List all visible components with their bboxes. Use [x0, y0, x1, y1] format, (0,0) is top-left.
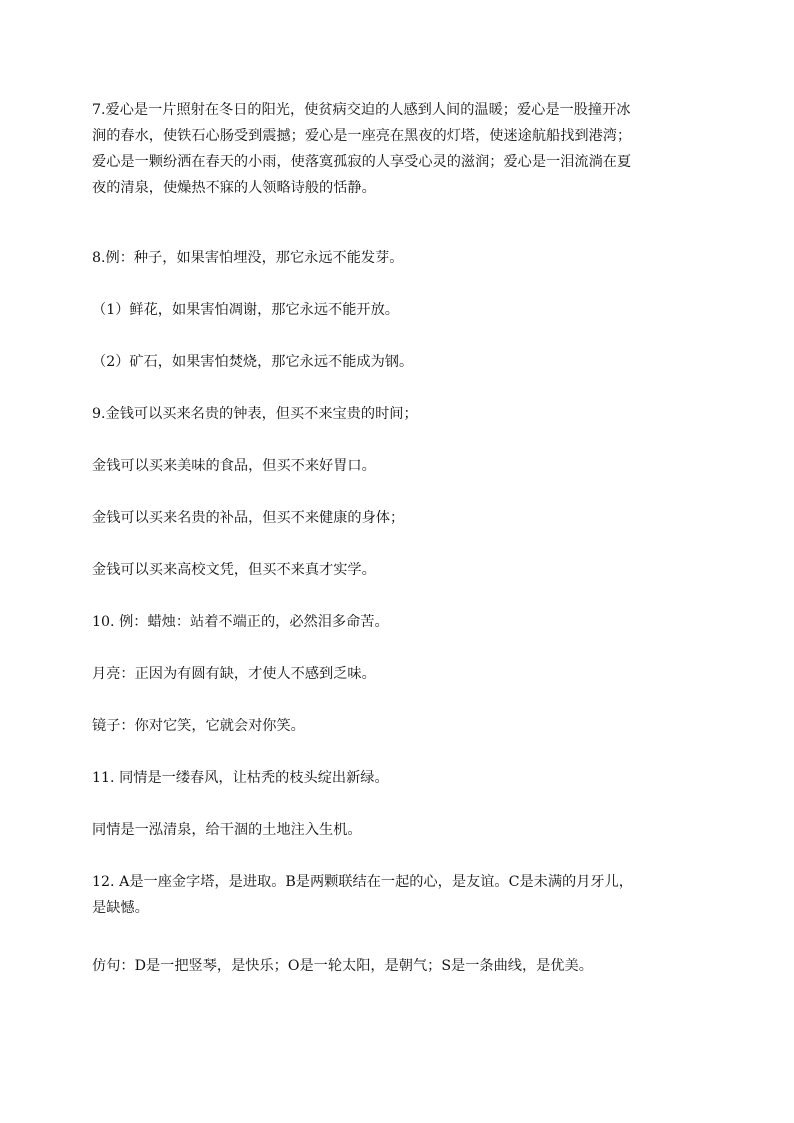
paragraph-9-line-2: 金钱可以买来美味的食品，但买不来好胃口。	[92, 458, 376, 474]
paragraph-9-line-3: 金钱可以买来名贵的补品，但买不来健康的身体；	[92, 510, 405, 526]
paragraph-10-line-3: 镜子：你对它笑，它就会对你笑。	[92, 718, 305, 734]
paragraph-11: 11. 同情是一缕春风，让枯秃的枝头绽出新绿。	[92, 770, 389, 786]
paragraph-9-line-4: 金钱可以买来高校文凭，但买不来真才实学。	[92, 562, 376, 578]
paragraph-7-line-2: 涧的春水，使铁石心肠受到震撼；爱心是一座亮在黑夜的灯塔，使迷途航船找到港湾；	[92, 128, 632, 144]
paragraph-12-line-2: 是缺憾。	[92, 900, 149, 916]
paragraph-8-item-2: （2）矿石，如果害怕焚烧，那它永远不能成为钢。	[92, 354, 414, 370]
paragraph-7-line-4: 夜的清泉，使燥热不寐的人领略诗般的恬静。	[92, 180, 376, 196]
paragraph-10: 10. 例：蜡烛：站着不端正的，必然泪多命苦。	[92, 614, 389, 630]
paragraph-12-line-1: 12. A是一座金字塔，是进取。B是两颗联结在一起的心，是友谊。C是未满的月牙儿，	[92, 874, 633, 890]
paragraph-7	[92, 97, 704, 201]
paragraph-8: 8.例：种子，如果害怕埋没，那它永远不能发芽。	[92, 250, 404, 266]
paragraph-7-line-1: 7.爱心是一片照射在冬日的阳光，使贫病交迫的人感到人间的温暖；爱心是一股撞开冰	[92, 102, 631, 118]
paragraph-12-imitation: 仿句：D是一把竖琴，是快乐；O是一轮太阳，是朝气；S是一条曲线，是优美。	[92, 958, 593, 974]
paragraph-11-line-2: 同情是一泓清泉，给干涸的土地注入生机。	[92, 822, 362, 838]
paragraph-7-line-3: 爱心是一颗纷洒在春天的小雨，使落寞孤寂的人享受心灵的滋润；爱心是一泪流淌在夏	[92, 154, 632, 170]
paragraph-12	[92, 869, 704, 921]
paragraph-10-line-2: 月亮：正因为有圆有缺，才使人不感到乏味。	[92, 666, 376, 682]
paragraph-8-item-1: （1）鲜花，如果害怕凋谢，那它永远不能开放。	[92, 302, 399, 318]
paragraph-9: 9.金钱可以买来名贵的钟表，但买不来宝贵的时间；	[92, 406, 418, 422]
